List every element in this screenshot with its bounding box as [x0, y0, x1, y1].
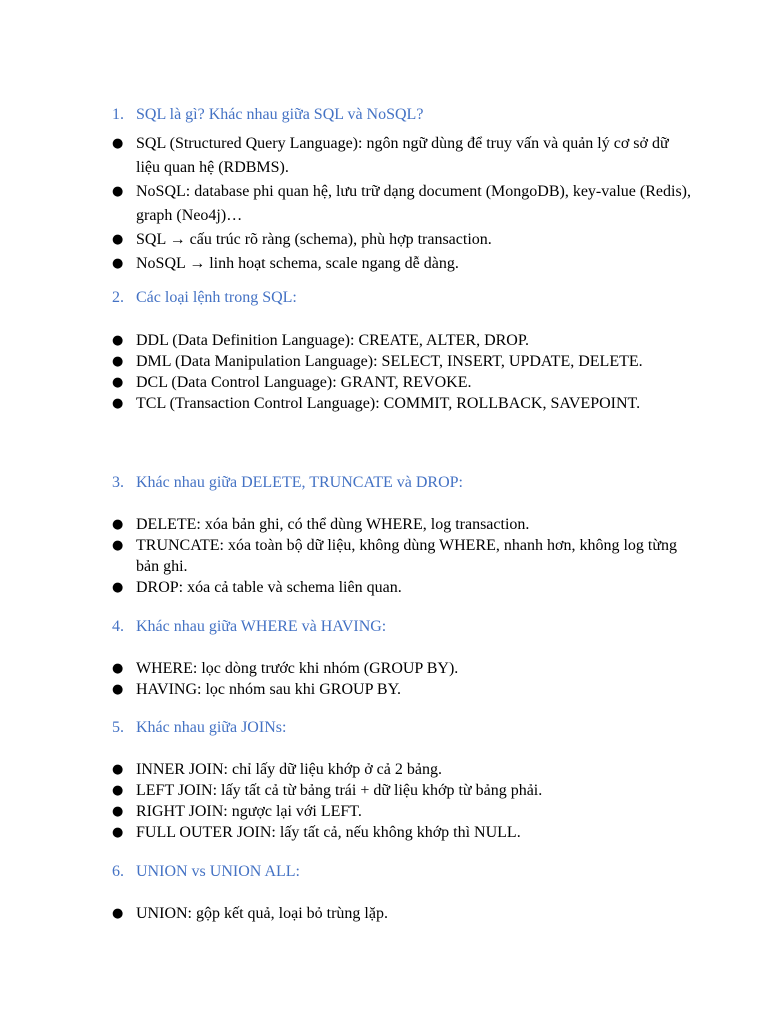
section-title: SQL là gì? Khác nhau giữa SQL và NoSQL? — [136, 106, 424, 123]
bullet-icon: ● — [112, 354, 124, 369]
section-title: UNION vs UNION ALL: — [136, 863, 300, 880]
list-item — [112, 780, 692, 801]
list-item — [112, 535, 692, 577]
section-heading-2 — [112, 288, 297, 308]
bullet-list-4 — [112, 658, 692, 700]
section-number: 1. — [112, 106, 124, 123]
item-text: DCL (Data Control Language): GRANT, REVOKE. — [136, 374, 472, 391]
section-heading-5 — [112, 718, 286, 738]
list-item — [112, 679, 692, 700]
item-text: LEFT JOIN: lấy tất cả từ bảng trái + dữ liệu khớp từ bảng phải. — [136, 782, 543, 799]
section-title: Khác nhau giữa DELETE, TRUNCATE và DROP: — [136, 474, 463, 491]
item-text: WHERE: lọc dòng trước khi nhóm (GROUP BY). — [136, 660, 459, 677]
section-number: 6. — [112, 863, 124, 880]
bullet-icon: ● — [112, 375, 124, 390]
list-item — [112, 228, 692, 252]
bullet-icon: ● — [112, 538, 124, 553]
item-text: DDL (Data Definition Language): CREATE, ALTER, DROP. — [136, 332, 529, 349]
bullet-list-2 — [112, 330, 692, 414]
list-item — [112, 372, 692, 393]
section-title: Khác nhau giữa JOINs: — [136, 719, 287, 736]
list-item — [112, 132, 692, 180]
item-text: NoSQL → linh hoạt schema, scale ngang dễ dàng. — [136, 255, 459, 272]
bullet-list-1 — [112, 132, 692, 276]
item-text: DML (Data Manipulation Language): SELECT, INSERT, UPDATE, DELETE. — [136, 353, 643, 370]
bullet-icon: ● — [112, 333, 124, 348]
list-item — [112, 822, 692, 843]
bullet-list-3 — [112, 514, 692, 598]
bullet-icon: ● — [112, 682, 124, 697]
list-item — [112, 759, 692, 780]
list-item — [112, 658, 692, 679]
section-heading-6 — [112, 862, 300, 882]
item-text: SQL → cấu trúc rõ ràng (schema), phù hợp transaction. — [136, 231, 492, 248]
section-heading-3 — [112, 473, 463, 493]
list-item — [112, 180, 692, 228]
bullet-icon: ● — [112, 906, 124, 921]
bullet-icon: ● — [112, 783, 124, 798]
item-text: TRUNCATE: xóa toàn bộ dữ liệu, không dùng WHERE, nhanh hơn, không log từng bản ghi. — [136, 537, 678, 575]
bullet-icon: ● — [112, 804, 124, 819]
item-text: TCL (Transaction Control Language): COMMIT, ROLLBACK, SAVEPOINT. — [136, 395, 641, 412]
bullet-icon: ● — [112, 825, 124, 840]
bullet-icon: ● — [112, 136, 124, 151]
item-text: DELETE: xóa bản ghi, có thể dùng WHERE, log transaction. — [136, 516, 530, 533]
item-text: FULL OUTER JOIN: lấy tất cả, nếu không khớp thì NULL. — [136, 824, 521, 841]
list-item — [112, 351, 692, 372]
bullet-icon: ● — [112, 396, 124, 411]
list-item — [112, 514, 692, 535]
list-item — [112, 577, 692, 598]
list-item — [112, 801, 692, 822]
list-item — [112, 393, 692, 414]
bullet-icon: ● — [112, 661, 124, 676]
item-text: SQL (Structured Query Language): ngôn ngữ dùng để truy vấn và quản lý cơ sở dữ liệu quan hệ (RDBMS). — [136, 135, 669, 176]
bullet-icon: ● — [112, 580, 124, 595]
bullet-icon: ● — [112, 184, 124, 199]
section-number: 2. — [112, 289, 124, 306]
section-number: 5. — [112, 719, 124, 736]
bullet-list-6 — [112, 903, 692, 924]
item-text: NoSQL: database phi quan hệ, lưu trữ dạng document (MongoDB), key-value (Redis), graph (Neo4j)… — [136, 183, 691, 224]
section-title: Khác nhau giữa WHERE và HAVING: — [136, 618, 387, 635]
list-item — [112, 903, 692, 924]
section-title: Các loại lệnh trong SQL: — [136, 289, 297, 306]
list-item — [112, 252, 692, 276]
section-heading-4 — [112, 617, 386, 637]
item-text: DROP: xóa cả table và schema liên quan. — [136, 579, 402, 596]
section-heading-1 — [112, 105, 423, 125]
item-text: RIGHT JOIN: ngược lại với LEFT. — [136, 803, 362, 820]
bullet-icon: ● — [112, 256, 124, 271]
bullet-icon: ● — [112, 762, 124, 777]
bullet-icon: ● — [112, 517, 124, 532]
list-item — [112, 330, 692, 351]
section-number: 4. — [112, 618, 124, 635]
item-text: HAVING: lọc nhóm sau khi GROUP BY. — [136, 681, 402, 698]
item-text: INNER JOIN: chỉ lấy dữ liệu khớp ở cả 2 bảng. — [136, 761, 442, 778]
section-number: 3. — [112, 474, 124, 491]
bullet-icon: ● — [112, 232, 124, 247]
bullet-list-5 — [112, 759, 692, 843]
item-text: UNION: gộp kết quả, loại bỏ trùng lặp. — [136, 905, 388, 922]
